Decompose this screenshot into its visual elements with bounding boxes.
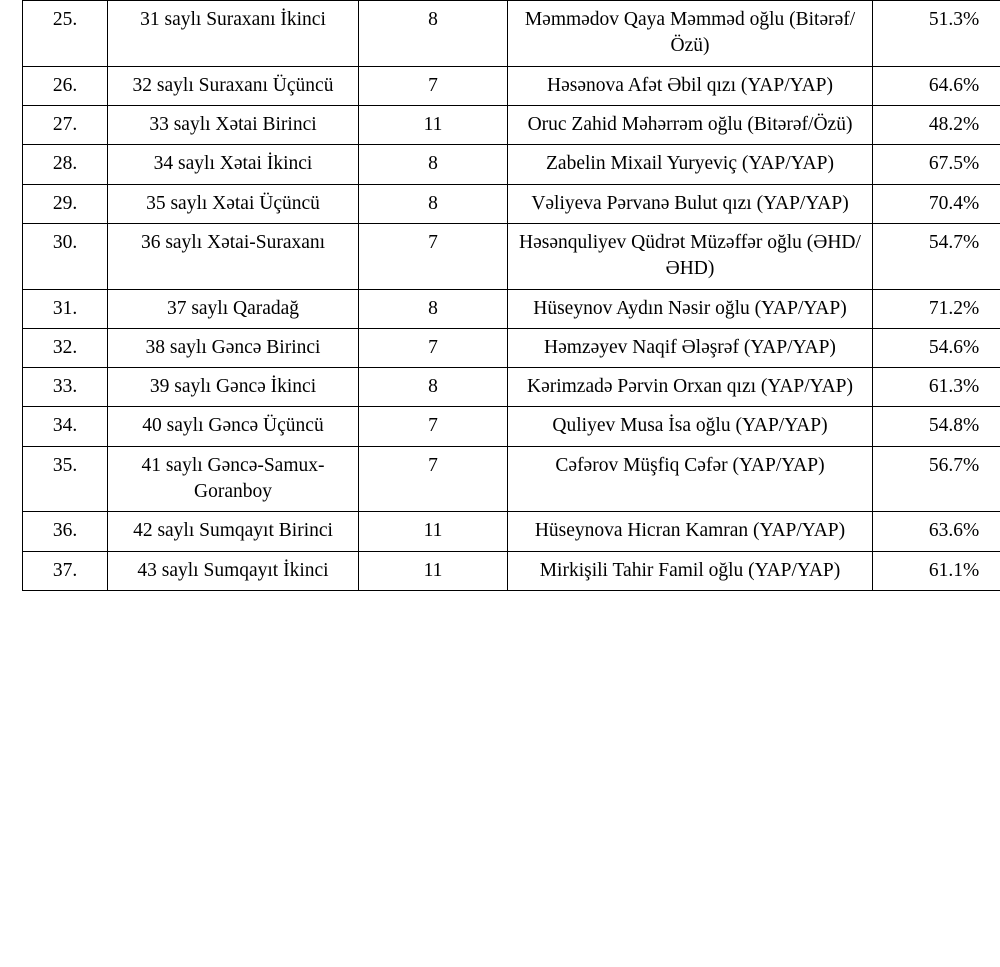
cell-winner: Hüseynov Aydın Nəsir oğlu (YAP/YAP): [508, 289, 873, 328]
cell-candidate-count: 7: [359, 446, 508, 512]
cell-candidate-count: 11: [359, 512, 508, 551]
cell-percent: 64.6%: [873, 66, 1000, 105]
table-row: [23, 145, 1000, 184]
cell-winner: Kərimzadə Pərvin Orxan qızı (YAP/YAP): [508, 368, 873, 407]
cell-row-number: 27.: [23, 105, 108, 144]
cell-district: 38 saylı Gəncə Birinci: [108, 328, 359, 367]
cell-row-number: 34.: [23, 407, 108, 446]
cell-row-number: 29.: [23, 184, 108, 223]
table-row: [23, 551, 1000, 590]
cell-percent: 70.4%: [873, 184, 1000, 223]
cell-percent: 71.2%: [873, 289, 1000, 328]
cell-winner: Zabelin Mixail Yuryeviç (YAP/YAP): [508, 145, 873, 184]
cell-row-number: 32.: [23, 328, 108, 367]
table-row: [23, 446, 1000, 512]
cell-percent: 56.7%: [873, 446, 1000, 512]
table-row: [23, 328, 1000, 367]
cell-winner: Cəfərov Müşfiq Cəfər (YAP/YAP): [508, 446, 873, 512]
cell-row-number: 31.: [23, 289, 108, 328]
election-results-table: [22, 0, 1000, 591]
cell-district: 41 saylı Gəncə-Samux-Goranboy: [108, 446, 359, 512]
table-body: [23, 1, 1000, 591]
cell-percent: 54.6%: [873, 328, 1000, 367]
cell-district: 37 saylı Qaradağ: [108, 289, 359, 328]
cell-row-number: 35.: [23, 446, 108, 512]
cell-candidate-count: 8: [359, 145, 508, 184]
cell-district: 35 saylı Xətai Üçüncü: [108, 184, 359, 223]
cell-percent: 63.6%: [873, 512, 1000, 551]
cell-winner: Vəliyeva Pərvanə Bulut qızı (YAP/YAP): [508, 184, 873, 223]
cell-candidate-count: 8: [359, 1, 508, 67]
cell-candidate-count: 8: [359, 368, 508, 407]
cell-candidate-count: 8: [359, 289, 508, 328]
cell-district: 33 saylı Xətai Birinci: [108, 105, 359, 144]
cell-percent: 54.8%: [873, 407, 1000, 446]
cell-row-number: 36.: [23, 512, 108, 551]
cell-district: 42 saylı Sumqayıt Birinci: [108, 512, 359, 551]
table-row: [23, 407, 1000, 446]
table-row: [23, 512, 1000, 551]
cell-winner: Mirkişili Tahir Famil oğlu (YAP/YAP): [508, 551, 873, 590]
table-row: [23, 223, 1000, 289]
table-row: [23, 1, 1000, 67]
cell-district: 40 saylı Gəncə Üçüncü: [108, 407, 359, 446]
cell-percent: 61.3%: [873, 368, 1000, 407]
cell-percent: 54.7%: [873, 223, 1000, 289]
cell-row-number: 26.: [23, 66, 108, 105]
cell-row-number: 25.: [23, 1, 108, 67]
cell-winner: Məmmədov Qaya Məmməd oğlu (Bitərəf/Özü): [508, 1, 873, 67]
cell-winner: Həsənova Afət Əbil qızı (YAP/YAP): [508, 66, 873, 105]
cell-row-number: 37.: [23, 551, 108, 590]
cell-candidate-count: 7: [359, 407, 508, 446]
cell-percent: 61.1%: [873, 551, 1000, 590]
cell-candidate-count: 7: [359, 223, 508, 289]
table-row: [23, 66, 1000, 105]
cell-winner: Hüseynova Hicran Kamran (YAP/YAP): [508, 512, 873, 551]
cell-row-number: 28.: [23, 145, 108, 184]
cell-candidate-count: 11: [359, 105, 508, 144]
cell-district: 31 saylı Suraxanı İkinci: [108, 1, 359, 67]
cell-candidate-count: 7: [359, 328, 508, 367]
cell-winner: Həsənquliyev Qüdrət Müzəffər oğlu (ƏHD/ƏHD): [508, 223, 873, 289]
cell-candidate-count: 8: [359, 184, 508, 223]
cell-candidate-count: 11: [359, 551, 508, 590]
table-row: [23, 289, 1000, 328]
cell-percent: 67.5%: [873, 145, 1000, 184]
cell-winner: Həmzəyev Naqif Ələşrəf (YAP/YAP): [508, 328, 873, 367]
cell-district: 43 saylı Sumqayıt İkinci: [108, 551, 359, 590]
cell-winner: Quliyev Musa İsa oğlu (YAP/YAP): [508, 407, 873, 446]
cell-row-number: 30.: [23, 223, 108, 289]
table-row: [23, 184, 1000, 223]
table-row: [23, 368, 1000, 407]
cell-district: 34 saylı Xətai İkinci: [108, 145, 359, 184]
cell-district: 39 saylı Gəncə İkinci: [108, 368, 359, 407]
cell-row-number: 33.: [23, 368, 108, 407]
cell-percent: 48.2%: [873, 105, 1000, 144]
table-row: [23, 105, 1000, 144]
cell-candidate-count: 7: [359, 66, 508, 105]
cell-district: 36 saylı Xətai-Suraxanı: [108, 223, 359, 289]
cell-district: 32 saylı Suraxanı Üçüncü: [108, 66, 359, 105]
cell-percent: 51.3%: [873, 1, 1000, 67]
cell-winner: Oruc Zahid Məhərrəm oğlu (Bitərəf/Özü): [508, 105, 873, 144]
